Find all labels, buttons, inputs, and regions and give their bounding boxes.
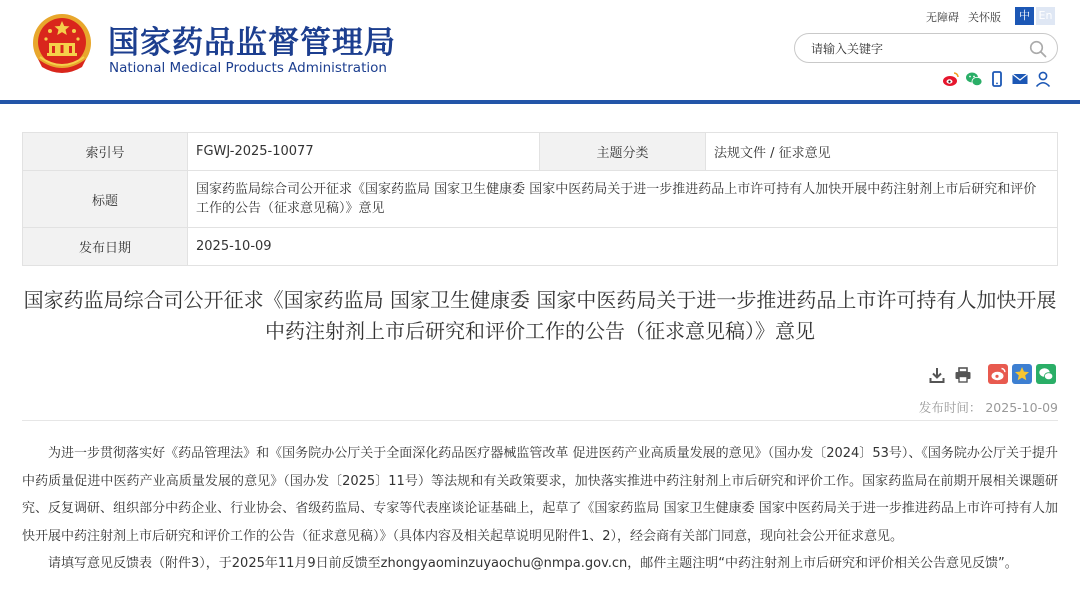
date-value: 2025-10-09 xyxy=(188,228,1058,266)
publish-time: 发布时间： 2025-10-09 xyxy=(918,400,1058,415)
title-label: 标题 xyxy=(23,171,188,228)
weibo-icon[interactable] xyxy=(942,70,960,88)
table-row xyxy=(23,171,1058,228)
mobile-icon[interactable] xyxy=(988,70,1006,88)
lang-zh-button[interactable]: 中 xyxy=(1015,7,1034,25)
search-box xyxy=(794,33,1058,63)
share-tools xyxy=(988,364,1056,384)
mail-icon[interactable] xyxy=(1011,70,1029,88)
search-input[interactable] xyxy=(811,40,1021,57)
title-value: 国家药监局综合司公开征求《国家药监局 国家卫生健康委 国家中医药局关于进一步推进药品上市许可持有人加快开展中药注射剂上市后研究和评价工作的公告（征求意见稿）》意见 xyxy=(188,171,1058,228)
share-wechat-icon[interactable] xyxy=(1036,364,1056,384)
site-header xyxy=(0,0,1080,104)
paragraph: 为进一步贯彻落实好《药品管理法》和《国务院办公厅关于全面深化药品医疗器械监管改革 促进医药产业高质量发展的意见》（国办发〔2024〕53号）、《国务院办公厅关于提升中药质量促进中医药产业高质量发展的意见》（国办发〔2025〕11号）等法规和有关政策要求，加快落实推进中药注射剂上市后研究和评价工作。国家药监局在前期开展相关课题研究、反复调研、组织部分中药企业、行业协会、省级药监局、专家等代表座谈论证基础上，起草了《国家药监局 国家卫生健康委 国家中医药局关于进一步推进药品上市许可持有人加快开展中药注射剂上市后研究和评价工作的公告（征求意见稿）》（具体内容及相关起草说明见附件1、2），经会商有关部门同意，现向社会公开征求意见。 xyxy=(22,446,1058,544)
paragraph: 请填写意见反馈表（附件3），于2025年11月9日前反馈至zhongyaominzuyaochu@nmpa.gov.cn，邮件主题注明“中药注射剂上市后研究和评价相关公告意见反馈”。 xyxy=(48,556,1018,571)
print-icon[interactable] xyxy=(954,366,972,384)
category-label: 主题分类 xyxy=(540,133,706,171)
site-title: 国家药品监督管理局 xyxy=(108,25,396,61)
article-title: 国家药监局综合司公开征求《国家药监局 国家卫生健康委 国家中医药局关于进一步推进药品上市许可持有人加快开展中药注射剂上市后研究和评价工作的公告（征求意见稿）》意见 xyxy=(23,288,1057,343)
metadata-table xyxy=(22,132,1058,266)
index-value: FGWJ-2025-10077 xyxy=(188,133,540,171)
social-links xyxy=(942,70,1052,88)
language-switch xyxy=(1015,7,1055,25)
user-icon[interactable] xyxy=(1034,70,1052,88)
share-qzone-icon[interactable] xyxy=(1012,364,1032,384)
date-label: 发布日期 xyxy=(23,228,188,266)
header-divider xyxy=(0,100,1080,104)
index-label: 索引号 xyxy=(23,133,188,171)
elderly-mode-link[interactable]: 关怀版 xyxy=(968,11,1001,24)
article-body xyxy=(22,440,1058,578)
category-value: 法规文件 / 征求意见 xyxy=(706,133,1058,171)
national-emblem-icon xyxy=(32,13,92,75)
content-divider xyxy=(22,420,1058,421)
accessibility-link[interactable]: 无障碍 xyxy=(926,11,959,24)
article-tools xyxy=(928,366,972,384)
table-row xyxy=(23,133,1058,171)
site-title-en: National Medical Products Administration xyxy=(109,60,387,76)
download-icon[interactable] xyxy=(928,366,946,384)
top-links xyxy=(926,9,1010,25)
lang-en-button[interactable]: En xyxy=(1036,7,1055,25)
share-weibo-icon[interactable] xyxy=(988,364,1008,384)
wechat-icon[interactable] xyxy=(965,70,983,88)
table-row xyxy=(23,228,1058,266)
search-icon[interactable] xyxy=(1029,40,1047,58)
